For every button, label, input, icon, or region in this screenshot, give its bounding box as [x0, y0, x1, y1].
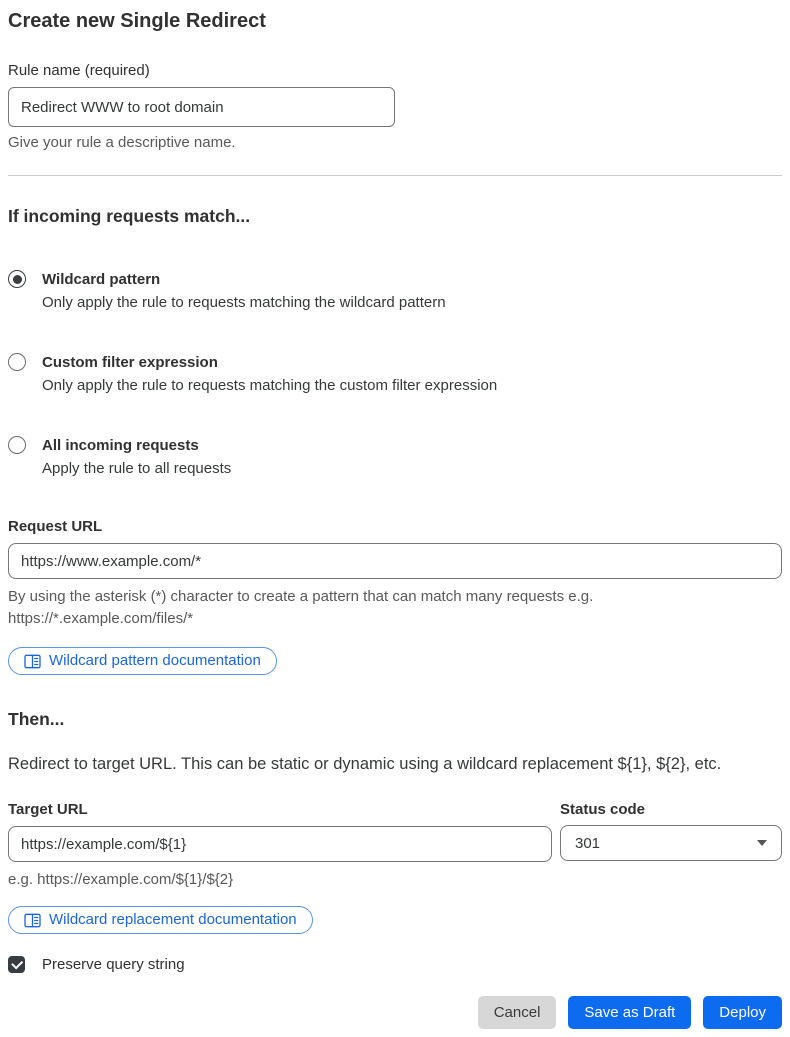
then-description: Redirect to target URL. This can be static or dynamic using a wildcard replacement ${1}, ${2}, etc.: [8, 755, 722, 773]
status-code-value: 301: [575, 834, 601, 852]
status-code-field: [560, 799, 782, 862]
status-code-label: Status code: [560, 801, 646, 818]
radio-option-wildcard-pattern[interactable]: [8, 268, 782, 314]
target-url-label: Target URL: [8, 801, 88, 818]
page-title: Create new Single Redirect: [8, 10, 266, 32]
request-url-input[interactable]: [8, 543, 782, 579]
wildcard-pattern-description: Only apply the rule to requests matching the wildcard pattern: [42, 294, 446, 311]
rule-name-input[interactable]: [8, 87, 395, 127]
target-url-input[interactable]: [8, 826, 552, 862]
wildcard-pattern-doc-button[interactable]: [8, 647, 277, 675]
all-requests-description: Apply the rule to all requests: [42, 460, 232, 477]
chevron-down-icon: [757, 840, 767, 846]
target-url-helper: e.g. https://example.com/${1}/${2}: [8, 871, 234, 888]
radio-option-all-requests[interactable]: [8, 434, 782, 480]
target-url-status-row: [8, 799, 782, 862]
save-as-draft-button[interactable]: Save as Draft: [568, 996, 691, 1029]
preserve-query-label[interactable]: Preserve query string: [42, 956, 185, 973]
footer-actions: [8, 996, 782, 1029]
all-requests-label[interactable]: All incoming requests: [42, 437, 199, 454]
request-url-helper: [8, 586, 782, 630]
preserve-query-row[interactable]: [8, 956, 782, 973]
book-icon: [24, 654, 41, 669]
custom-filter-description: Only apply the rule to requests matching the custom filter expression: [42, 377, 498, 394]
request-url-helper-line1: By using the asterisk (*) character to create a pattern that can match many requests e.g.: [8, 588, 594, 605]
all-requests-radio[interactable]: [8, 436, 26, 454]
wildcard-pattern-label[interactable]: Wildcard pattern: [42, 271, 161, 288]
cancel-button[interactable]: Cancel: [478, 996, 557, 1029]
target-url-field: [8, 799, 552, 862]
radio-option-custom-filter[interactable]: [8, 351, 782, 397]
book-icon: [24, 913, 41, 928]
custom-filter-label[interactable]: Custom filter expression: [42, 354, 218, 371]
wildcard-pattern-radio[interactable]: [8, 270, 26, 288]
status-code-select[interactable]: [560, 825, 782, 861]
request-url-helper-line2: https://*.example.com/files/*: [8, 610, 194, 627]
wildcard-replacement-doc-button-label: Wildcard replacement documentation: [49, 911, 297, 928]
match-section-heading: If incoming requests match...: [8, 206, 251, 226]
then-section-heading: Then...: [8, 709, 65, 729]
wildcard-pattern-doc-button-label: Wildcard pattern documentation: [49, 652, 261, 669]
rule-name-label: Rule name (required): [8, 62, 150, 79]
wildcard-replacement-doc-button[interactable]: [8, 906, 313, 934]
rule-name-helper: Give your rule a descriptive name.: [8, 134, 236, 151]
match-type-radio-group: [8, 268, 782, 480]
custom-filter-radio[interactable]: [8, 353, 26, 371]
section-divider: [8, 175, 782, 176]
request-url-label: Request URL: [8, 518, 103, 535]
deploy-button[interactable]: Deploy: [703, 996, 782, 1029]
preserve-query-checkbox[interactable]: [8, 956, 25, 973]
